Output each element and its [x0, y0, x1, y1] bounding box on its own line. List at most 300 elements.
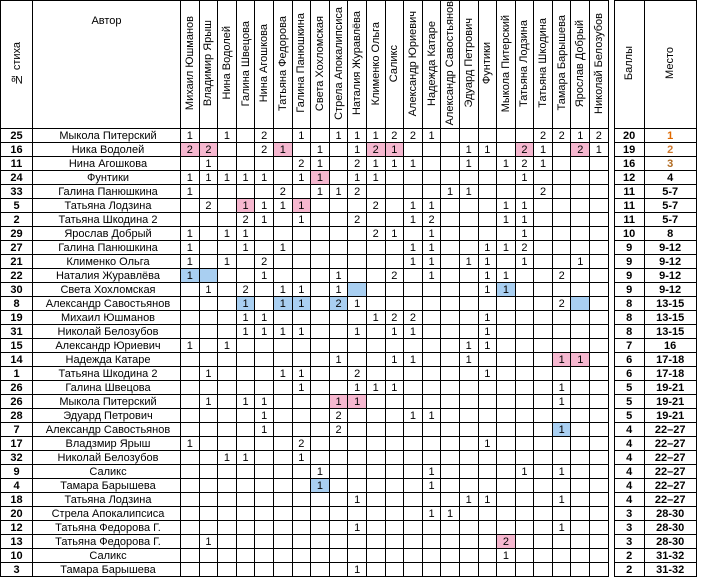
vote-cell — [459, 381, 478, 395]
vote-cell — [292, 185, 311, 199]
vote-cell — [590, 213, 609, 227]
vote-cell — [255, 157, 274, 171]
vote-cell: 1 — [552, 423, 571, 437]
vote-cell: 1 — [459, 493, 478, 507]
vote-cell — [571, 437, 590, 451]
score-cell: 9 — [614, 241, 644, 255]
vote-cell — [459, 367, 478, 381]
vote-cell — [552, 549, 571, 563]
vote-cell — [218, 423, 237, 437]
table-row — [1, 297, 697, 311]
vote-cell — [534, 563, 553, 577]
vote-cell: 1 — [385, 227, 404, 241]
vote-cell — [404, 479, 423, 493]
place-cell: 4 — [644, 171, 696, 185]
vote-cell: 1 — [311, 171, 330, 185]
place-cell: 2 — [644, 143, 696, 157]
vote-cell — [181, 199, 200, 213]
vote-cell — [534, 269, 553, 283]
vote-cell: 1 — [292, 213, 311, 227]
vote-cell: 1 — [181, 339, 200, 353]
vote-cell — [218, 297, 237, 311]
vote-cell — [292, 549, 311, 563]
vote-cell — [292, 269, 311, 283]
vote-cell — [478, 129, 497, 143]
poem-number: 10 — [1, 549, 33, 563]
poem-number: 13 — [1, 535, 33, 549]
vote-cell — [571, 465, 590, 479]
vote-cell: 2 — [385, 311, 404, 325]
vote-cell: 1 — [273, 367, 292, 381]
vote-cell — [348, 241, 367, 255]
vote-cell: 1 — [422, 409, 441, 423]
score-cell: 6 — [614, 367, 644, 381]
vote-cell: 2 — [534, 129, 553, 143]
vote-cell — [571, 395, 590, 409]
vote-cell — [236, 255, 255, 269]
poem-number: 21 — [1, 255, 33, 269]
vote-cell — [236, 143, 255, 157]
vote-cell — [590, 563, 609, 577]
vote-cell: 1 — [497, 283, 516, 297]
vote-cell — [441, 269, 460, 283]
vote-cell — [366, 395, 385, 409]
judge-header — [422, 1, 441, 129]
judge-header-text: Наталия Журавлёва — [351, 11, 364, 116]
table-row — [1, 157, 697, 171]
score-cell: 11 — [614, 185, 644, 199]
vote-cell — [292, 465, 311, 479]
vote-cell — [218, 507, 237, 521]
vote-cell — [571, 493, 590, 507]
vote-cell — [404, 395, 423, 409]
vote-cell: 1 — [422, 255, 441, 269]
score-cell: 8 — [614, 311, 644, 325]
vote-cell — [478, 535, 497, 549]
vote-cell — [181, 157, 200, 171]
vote-cell — [404, 423, 423, 437]
author-name: Ника Водолей — [33, 143, 181, 157]
vote-cell — [571, 213, 590, 227]
poem-number: 20 — [1, 507, 33, 521]
vote-cell — [311, 381, 330, 395]
author-name: Стрела Апокалипсиса — [33, 507, 181, 521]
place-cell: 5-7 — [644, 213, 696, 227]
vote-cell: 2 — [329, 423, 348, 437]
judge-header — [459, 1, 478, 129]
vote-cell — [236, 563, 255, 577]
vote-cell: 1 — [273, 283, 292, 297]
poem-number: 7 — [1, 423, 33, 437]
vote-cell — [441, 535, 460, 549]
vote-cell — [478, 381, 497, 395]
vote-cell — [181, 353, 200, 367]
author-name: Татьяна Лодзина — [33, 199, 181, 213]
vote-cell — [292, 143, 311, 157]
vote-cell — [441, 493, 460, 507]
vote-cell — [590, 395, 609, 409]
vote-cell — [459, 297, 478, 311]
vote-cell — [366, 507, 385, 521]
score-cell: 8 — [614, 297, 644, 311]
vote-cell — [404, 521, 423, 535]
vote-cell — [366, 255, 385, 269]
vote-cell — [459, 549, 478, 563]
vote-cell — [571, 563, 590, 577]
vote-cell: 2 — [292, 437, 311, 451]
vote-cell — [292, 521, 311, 535]
judge-header — [329, 1, 348, 129]
vote-cell — [552, 227, 571, 241]
vote-cell — [571, 185, 590, 199]
author-name: Надежда Катаре — [33, 353, 181, 367]
vote-cell — [273, 507, 292, 521]
vote-cell: 1 — [441, 507, 460, 521]
vote-cell — [385, 395, 404, 409]
vote-cell — [441, 353, 460, 367]
vote-cell — [422, 451, 441, 465]
vote-cell: 1 — [273, 199, 292, 213]
vote-cell — [385, 213, 404, 227]
vote-cell — [199, 353, 218, 367]
vote-cell: 1 — [515, 171, 534, 185]
vote-cell — [329, 465, 348, 479]
vote-cell: 1 — [255, 213, 274, 227]
vote-cell — [385, 409, 404, 423]
author-name: Саликс — [33, 465, 181, 479]
poem-number: 18 — [1, 493, 33, 507]
judge-header — [199, 1, 218, 129]
vote-cell: 1 — [552, 353, 571, 367]
vote-cell: 1 — [329, 129, 348, 143]
judge-header — [385, 1, 404, 129]
vote-cell: 1 — [459, 353, 478, 367]
judge-header — [441, 1, 460, 129]
vote-cell: 1 — [255, 423, 274, 437]
table-row — [1, 381, 697, 395]
vote-cell — [590, 437, 609, 451]
vote-cell — [552, 409, 571, 423]
vote-cell — [497, 297, 516, 311]
vote-cell — [515, 367, 534, 381]
score-cell: 11 — [614, 213, 644, 227]
vote-cell — [478, 451, 497, 465]
vote-cell: 1 — [329, 269, 348, 283]
vote-cell — [534, 353, 553, 367]
table-row — [1, 367, 697, 381]
place-cell: 9-12 — [644, 255, 696, 269]
vote-cell — [571, 479, 590, 493]
vote-cell — [590, 479, 609, 493]
vote-cell — [441, 255, 460, 269]
table-row — [1, 563, 697, 577]
vote-cell — [552, 255, 571, 269]
vote-cell — [236, 521, 255, 535]
vote-cell — [404, 367, 423, 381]
vote-cell — [534, 493, 553, 507]
score-cell: 19 — [614, 143, 644, 157]
vote-cell — [459, 451, 478, 465]
vote-cell — [329, 493, 348, 507]
place-cell: 28-30 — [644, 535, 696, 549]
place-header-text: Место — [664, 47, 677, 80]
vote-cell — [292, 353, 311, 367]
vote-cell — [459, 479, 478, 493]
vote-cell: 1 — [292, 129, 311, 143]
vote-cell — [273, 479, 292, 493]
vote-cell — [366, 353, 385, 367]
vote-cell — [441, 479, 460, 493]
vote-cell: 1 — [236, 451, 255, 465]
vote-cell — [515, 423, 534, 437]
judge-header-text: Александр Юриевич — [406, 10, 419, 116]
vote-cell: 1 — [497, 241, 516, 255]
vote-cell: 1 — [478, 143, 497, 157]
vote-cell — [534, 521, 553, 535]
poem-number: 12 — [1, 521, 33, 535]
vote-cell — [273, 423, 292, 437]
score-cell: 4 — [614, 451, 644, 465]
vote-cell — [534, 311, 553, 325]
vote-cell — [404, 493, 423, 507]
judge-header — [404, 1, 423, 129]
vote-cell — [329, 227, 348, 241]
vote-cell — [404, 227, 423, 241]
vote-cell — [590, 381, 609, 395]
vote-cell — [404, 269, 423, 283]
score-header-text: Баллы — [623, 46, 636, 81]
table-row — [1, 283, 697, 297]
vote-cell: 1 — [181, 269, 200, 283]
vote-cell: 1 — [292, 297, 311, 311]
vote-cell — [199, 479, 218, 493]
table-row — [1, 171, 697, 185]
table-row — [1, 465, 697, 479]
vote-cell: 1 — [199, 535, 218, 549]
vote-cell — [311, 367, 330, 381]
vote-cell: 1 — [366, 381, 385, 395]
author-name: Света Хохломская — [33, 283, 181, 297]
author-name: Татьяна Федорова Г. — [33, 521, 181, 535]
vote-cell — [273, 563, 292, 577]
vote-cell — [571, 171, 590, 185]
vote-cell: 2 — [255, 143, 274, 157]
vote-cell — [236, 157, 255, 171]
vote-cell — [181, 479, 200, 493]
score-cell: 5 — [614, 409, 644, 423]
place-cell: 31-32 — [644, 563, 696, 577]
vote-cell: 1 — [404, 353, 423, 367]
vote-cell — [515, 297, 534, 311]
vote-cell — [292, 507, 311, 521]
poem-number: 1 — [1, 367, 33, 381]
vote-cell: 2 — [571, 143, 590, 157]
vote-cell — [292, 255, 311, 269]
vote-cell — [478, 199, 497, 213]
judge-header — [571, 1, 590, 129]
vote-cell — [236, 549, 255, 563]
vote-cell — [329, 507, 348, 521]
vote-cell — [255, 437, 274, 451]
vote-cell — [218, 241, 237, 255]
vote-cell — [459, 199, 478, 213]
vote-cell — [441, 241, 460, 255]
score-cell: 2 — [614, 563, 644, 577]
table-row — [1, 451, 697, 465]
vote-cell — [181, 535, 200, 549]
vote-cell: 1 — [422, 227, 441, 241]
vote-cell: 2 — [552, 129, 571, 143]
vote-cell: 1 — [273, 143, 292, 157]
vote-cell — [273, 157, 292, 171]
vote-cell — [218, 325, 237, 339]
vote-cell — [404, 549, 423, 563]
score-cell: 8 — [614, 325, 644, 339]
place-cell: 19-21 — [644, 409, 696, 423]
vote-cell: 2 — [404, 129, 423, 143]
vote-cell — [311, 437, 330, 451]
judge-header — [478, 1, 497, 129]
vote-cell — [348, 535, 367, 549]
vote-cell — [478, 157, 497, 171]
poem-number: 27 — [1, 241, 33, 255]
poem-number: 5 — [1, 199, 33, 213]
vote-cell — [534, 283, 553, 297]
vote-cell — [199, 437, 218, 451]
vote-cell — [590, 521, 609, 535]
vote-cell: 1 — [404, 255, 423, 269]
vote-cell — [422, 283, 441, 297]
vote-cell — [385, 437, 404, 451]
vote-cell — [515, 283, 534, 297]
vote-cell — [441, 549, 460, 563]
vote-cell — [348, 549, 367, 563]
vote-cell — [441, 521, 460, 535]
vote-cell — [366, 409, 385, 423]
vote-cell: 1 — [236, 395, 255, 409]
vote-cell — [441, 283, 460, 297]
vote-cell — [459, 423, 478, 437]
vote-cell — [478, 353, 497, 367]
score-cell: 11 — [614, 199, 644, 213]
vote-cell — [348, 409, 367, 423]
vote-cell — [441, 199, 460, 213]
vote-cell — [441, 297, 460, 311]
place-cell: 1 — [644, 129, 696, 143]
vote-cell — [404, 143, 423, 157]
vote-cell — [329, 157, 348, 171]
author-name: Галина Панюшкина — [33, 185, 181, 199]
judge-header-text: Ярослав Добрый — [574, 19, 587, 107]
judge-header-text: Света Хохломская — [313, 15, 326, 111]
vote-cell: 1 — [236, 171, 255, 185]
vote-cell: 1 — [515, 227, 534, 241]
vote-cell — [478, 521, 497, 535]
vote-cell — [199, 423, 218, 437]
poem-number: 24 — [1, 171, 33, 185]
vote-cell: 1 — [571, 255, 590, 269]
judge-header-text: Эдуард Петрович — [462, 18, 475, 108]
vote-cell: 1 — [422, 479, 441, 493]
vote-cell: 1 — [181, 241, 200, 255]
vote-cell — [329, 213, 348, 227]
vote-cell — [590, 493, 609, 507]
vote-cell: 2 — [255, 129, 274, 143]
vote-cell: 1 — [422, 465, 441, 479]
vote-cell: 1 — [181, 129, 200, 143]
vote-cell: 1 — [571, 353, 590, 367]
vote-cell: 1 — [292, 171, 311, 185]
vote-cell — [366, 283, 385, 297]
vote-cell — [534, 451, 553, 465]
vote-cell — [590, 507, 609, 521]
vote-cell: 1 — [218, 129, 237, 143]
vote-cell — [292, 311, 311, 325]
vote-cell — [385, 507, 404, 521]
vote-cell — [311, 451, 330, 465]
table-row — [1, 479, 697, 493]
score-cell: 3 — [614, 521, 644, 535]
vote-cell: 1 — [422, 269, 441, 283]
vote-cell — [590, 269, 609, 283]
vote-cell — [385, 451, 404, 465]
table-row — [1, 143, 697, 157]
vote-cell — [255, 241, 274, 255]
vote-cell — [404, 451, 423, 465]
vote-cell: 1 — [478, 339, 497, 353]
vote-cell — [311, 423, 330, 437]
judge-header — [497, 1, 516, 129]
place-cell: 9-12 — [644, 241, 696, 255]
vote-cell: 1 — [590, 143, 609, 157]
poem-number-header — [1, 1, 33, 129]
vote-cell — [311, 535, 330, 549]
vote-cell — [404, 535, 423, 549]
vote-cell — [534, 395, 553, 409]
author-name: Ярослав Добрый — [33, 227, 181, 241]
vote-cell — [199, 493, 218, 507]
vote-cell — [385, 521, 404, 535]
vote-cell — [515, 325, 534, 339]
vote-cell — [255, 353, 274, 367]
judge-header-text: Мыкола Питерский — [499, 14, 512, 112]
judge-header — [366, 1, 385, 129]
vote-cell — [459, 535, 478, 549]
vote-cell — [497, 409, 516, 423]
place-cell: 19-21 — [644, 381, 696, 395]
vote-cell — [366, 213, 385, 227]
vote-cell: 1 — [218, 255, 237, 269]
vote-cell: 1 — [459, 255, 478, 269]
vote-cell: 1 — [404, 325, 423, 339]
vote-cell: 1 — [422, 199, 441, 213]
poem-number: 14 — [1, 353, 33, 367]
vote-cell — [497, 171, 516, 185]
vote-cell: 1 — [292, 325, 311, 339]
vote-cell — [590, 465, 609, 479]
vote-cell — [236, 465, 255, 479]
author-name: Татьяна Федорова Г. — [33, 535, 181, 549]
vote-cell — [292, 227, 311, 241]
vote-cell: 2 — [236, 213, 255, 227]
vote-cell — [441, 157, 460, 171]
vote-cell: 1 — [199, 367, 218, 381]
author-name: Мыкола Питерский — [33, 129, 181, 143]
judge-header — [590, 1, 609, 129]
vote-cell — [311, 297, 330, 311]
vote-cell: 2 — [329, 409, 348, 423]
vote-cell — [273, 129, 292, 143]
